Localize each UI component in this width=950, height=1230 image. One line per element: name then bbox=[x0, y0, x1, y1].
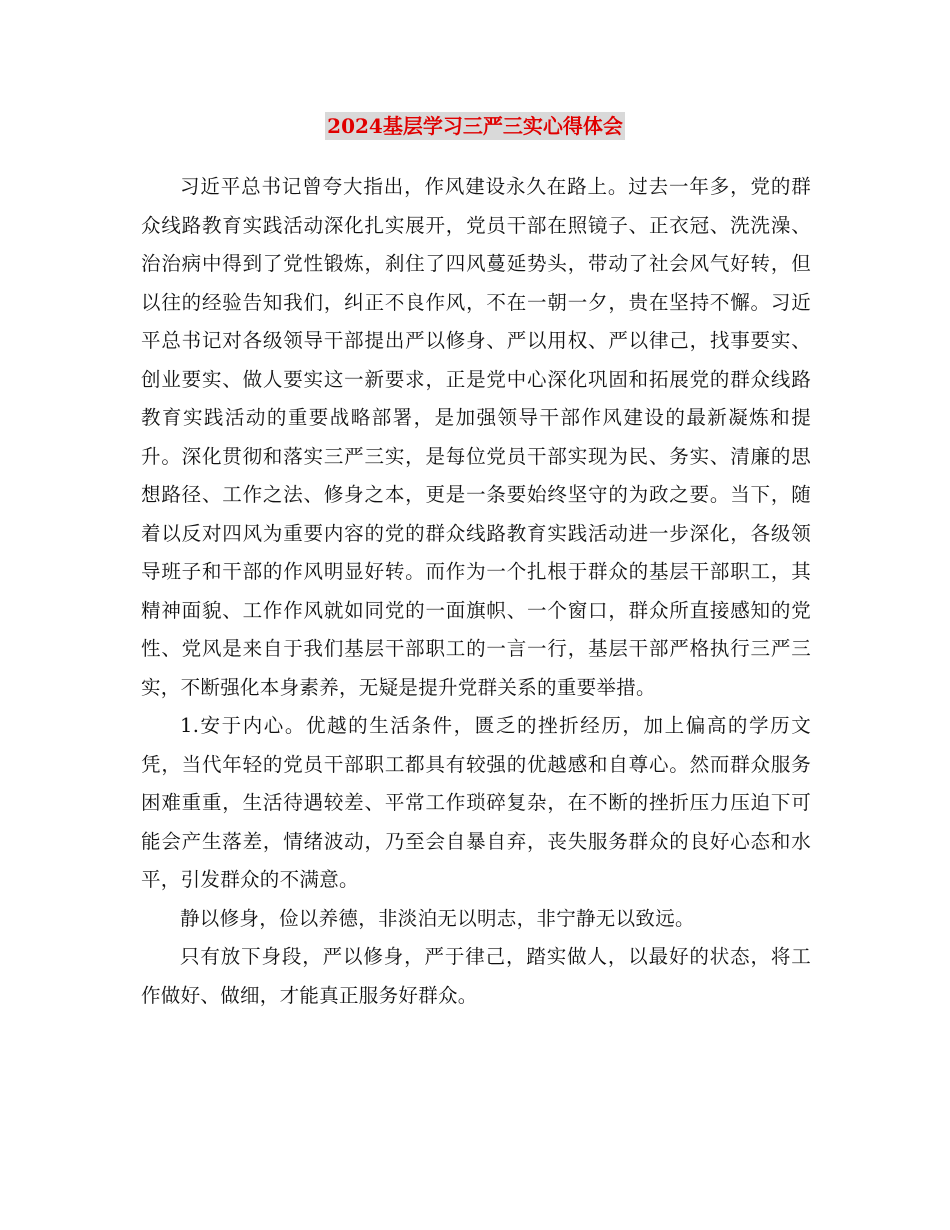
paragraph-quote: 静以修身，俭以养德，非淡泊无以明志，非宁静无以致远。 bbox=[180, 906, 695, 930]
paragraph-point-1: 1.安于内心。优越的生活条件，匮乏的挫折经历，加上偏高的学历文凭，当代年轻的党员干部职工都具有较强的优越感和自尊心。然而群众服务困难重重，生活待遇较差、平常工作琐碎复杂，在不断的挫折压力压迫下可能会产生落差，情绪波动，乃至会自暴自弃，丧失服务群众的良好心态和水平，引发群众的不满意。 bbox=[141, 714, 811, 891]
title-container bbox=[0, 112, 950, 140]
document-title: 2024基层学习三严三实心得体会 bbox=[327, 114, 623, 138]
paragraph-intro: 习近平总书记曾夸大指出，作风建设永久在路上。过去一年多，党的群众线路教育实践活动深化扎实展开，党员干部在照镜子、正衣冠、洗洗澡、治治病中得到了党性锻炼，刹住了四风蔓延势头，带动了社会风气好转，但以往的经验告知我们，纠正不良作风，不在一朝一夕，贵在坚持不懈。习近平总书记对各级领导干部提出严以修身、严以用权、严以律己，找事要实、创业要实、做人要实这一新要求，正是党中心深化巩固和拓展党的群众线路教育实践活动的重要战略部署，是加强领导干部作风建设的最新凝炼和提升。深化贯彻和落实三严三实，是每位党员干部实现为民、务实、清廉的思想路径、工作之法、修身之本，更是一条要始终坚守的为政之要。当下，随着以反对四风为重要内容的党的群众线路教育实践活动进一步深化，各级领导班子和干部的作风明显好转。而作为一个扎根于群众的基层干部职工，其精神面貌、工作作风就如同党的一面旗帜、一个窗口，群众所直接感知的党性、党风是来自于我们基层干部职工的一言一行，基层干部严格执行三严三实，不断强化本身素养，无疑是提升党群关系的重要举措。 bbox=[141, 175, 811, 699]
paragraph-conclusion: 只有放下身段，严以修身，严于律己，踏实做人，以最好的状态，将工作做好、做细，才能真正服务好群众。 bbox=[141, 945, 811, 1007]
document-body bbox=[141, 168, 811, 1015]
